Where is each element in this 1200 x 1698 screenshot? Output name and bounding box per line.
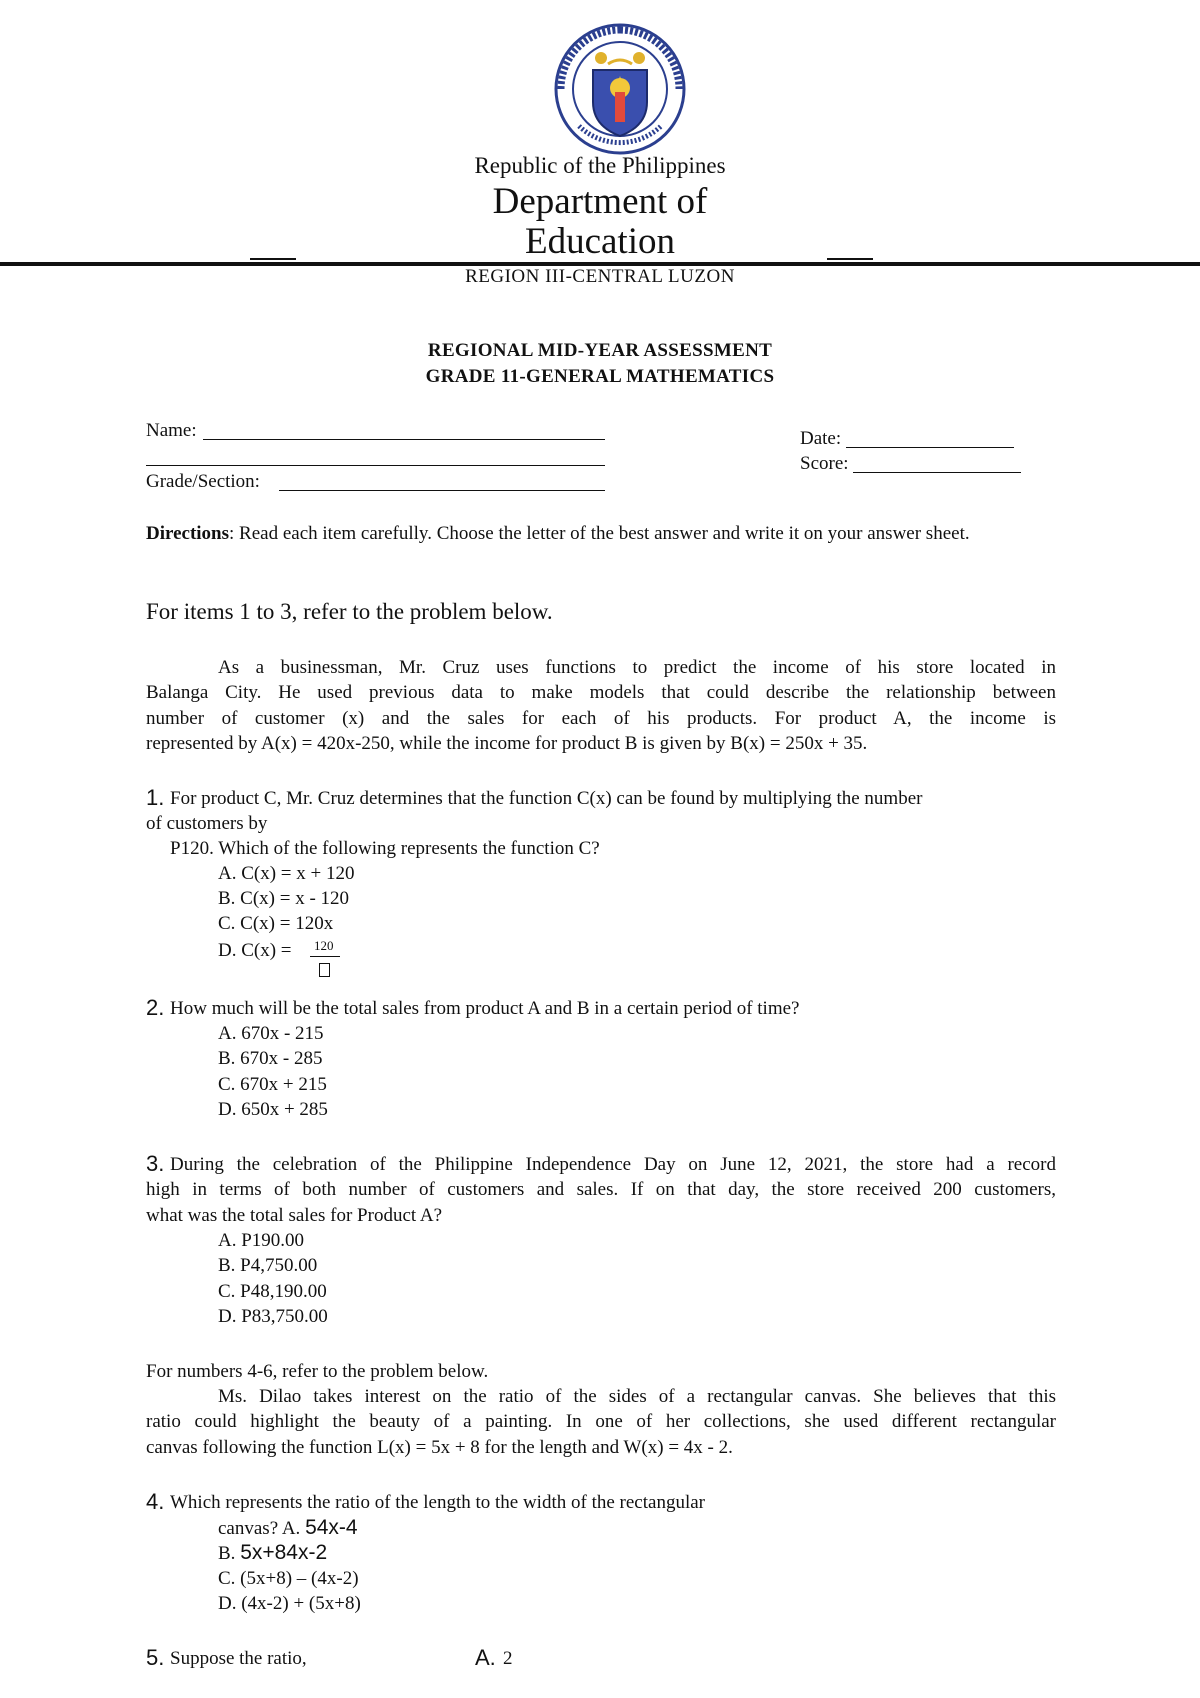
subject-title: GRADE 11-GENERAL MATHEMATICS <box>425 366 775 387</box>
problem1-line-2: Balanga City. He used previous data to make models that could describe the relationship between <box>146 682 1056 703</box>
department-line-1: Department of <box>492 181 708 222</box>
q2-number: 2. <box>146 995 165 1020</box>
q3-option-d: D. P83,750.00 <box>218 1306 328 1327</box>
q1-option-b: B. C(x) = x - 120 <box>218 888 350 909</box>
score-line[interactable] <box>853 472 1021 473</box>
items-4-6-intro: For numbers 4-6, refer to the problem below. <box>146 1361 489 1382</box>
header-rule-right <box>827 258 873 260</box>
grade-section-label: Grade/Section: <box>146 471 260 492</box>
q1-number: 1. <box>146 785 165 810</box>
q4-option-b <box>218 1540 327 1566</box>
q4-option-b-math: 5x+84x-2 <box>240 1541 328 1564</box>
q5-number: 5. <box>146 1645 165 1670</box>
q4-line-2-prefix: canvas? A. <box>218 1518 301 1539</box>
department-line-2: Education <box>524 221 675 262</box>
problem2-line-3: canvas following the function L(x) = 5x + 8 for the length and W(x) = 4x - 2. <box>146 1437 733 1458</box>
grade-section-line[interactable] <box>279 490 605 491</box>
problem1-line-4: represented by A(x) = 420x-250, while the income for product B is given by B(x) = 250x + 35. <box>146 733 868 754</box>
directions-label: Directions <box>146 523 230 544</box>
q4-line-1: Which represents the ratio of the length to the width of the rectangular <box>170 1492 705 1513</box>
q4-number: 4. <box>146 1489 165 1514</box>
republic-heading: Republic of the Philippines <box>474 153 726 178</box>
department-heading <box>0 182 1200 262</box>
q3-line-2: high in terms of both number of customers and sales. If on that day, the store received 200 customers, <box>146 1179 1056 1200</box>
date-label: Date: <box>800 428 842 449</box>
assessment-title: REGIONAL MID-YEAR ASSESSMENT <box>427 340 773 361</box>
q1-option-c: C. C(x) = 120x <box>218 913 334 934</box>
directions <box>146 521 1056 546</box>
q5-answer-letter: A. <box>475 1645 496 1670</box>
q5-text: Suppose the ratio, <box>170 1648 307 1669</box>
problem2-line-2: ratio could highlight the beauty of a painting. In one of her collections, she used different rectangular <box>146 1411 1056 1432</box>
q3-line-3: what was the total sales for Product A? <box>146 1205 443 1226</box>
date-line[interactable] <box>846 447 1014 448</box>
q3-option-c: C. P48,190.00 <box>218 1281 327 1302</box>
problem1-line-3: number of customer (x) and the sales for each of his products. For product A, the income is <box>146 708 1056 729</box>
q3-option-b: B. P4,750.00 <box>218 1255 318 1276</box>
q4-line-2 <box>218 1515 358 1541</box>
q3-line-1: During the celebration of the Philippine Independence Day on June 12, 2021, the store had a record <box>170 1154 1056 1175</box>
q1-d-numerator: 120 <box>314 938 334 953</box>
q4-option-c: C. (5x+8) – (4x-2) <box>218 1568 359 1589</box>
q2-option-a: A. 670x - 215 <box>218 1023 324 1044</box>
q1-line-1: For product C, Mr. Cruz determines that the function C(x) can be found by multiplying the number <box>170 788 923 809</box>
problem2-line-1: Ms. Dilao takes interest on the ratio of the sides of a rectangular canvas. She believes that this <box>218 1386 1056 1407</box>
header-rule-left <box>250 258 296 260</box>
q1-option-a: A. C(x) = x + 120 <box>218 863 355 884</box>
q1-d-fraction-bar <box>310 956 340 957</box>
q1-line-3: P120. Which of the following represents the function C? <box>170 838 600 859</box>
q2-text: How much will be the total sales from product A and B in a certain period of time? <box>170 998 800 1019</box>
q2-option-d: D. 650x + 285 <box>218 1099 328 1120</box>
name-line[interactable] <box>203 439 605 440</box>
q5-answer-value: 2 <box>503 1648 513 1669</box>
q3-option-a: A. P190.00 <box>218 1230 305 1251</box>
q3-number: 3. <box>146 1151 165 1176</box>
q2-option-b: B. 670x - 285 <box>218 1048 323 1069</box>
name-line-2[interactable] <box>146 465 605 466</box>
items-1-3-intro: For items 1 to 3, refer to the problem below. <box>146 599 553 624</box>
q4-option-b-prefix: B. <box>218 1543 236 1564</box>
q4-option-a-math: 54x-4 <box>305 1516 358 1539</box>
name-label: Name: <box>146 420 197 441</box>
q1-d-missing-glyph <box>319 963 330 977</box>
deped-seal-logo <box>553 22 687 156</box>
directions-text: : Read each item carefully. Choose the letter of the best answer and write it on your answer sheet. <box>229 523 970 544</box>
problem1-line-1: As a businessman, Mr. Cruz uses functions to predict the income of his store located in <box>218 657 1056 678</box>
score-label: Score: <box>800 453 849 474</box>
q2-option-c: C. 670x + 215 <box>218 1074 327 1095</box>
region-heading: REGION III-CENTRAL LUZON <box>465 266 735 287</box>
q1-line-2: of customers by <box>146 813 268 834</box>
q1-option-d: D. C(x) = <box>218 940 292 961</box>
q4-option-d: D. (4x-2) + (5x+8) <box>218 1593 361 1614</box>
